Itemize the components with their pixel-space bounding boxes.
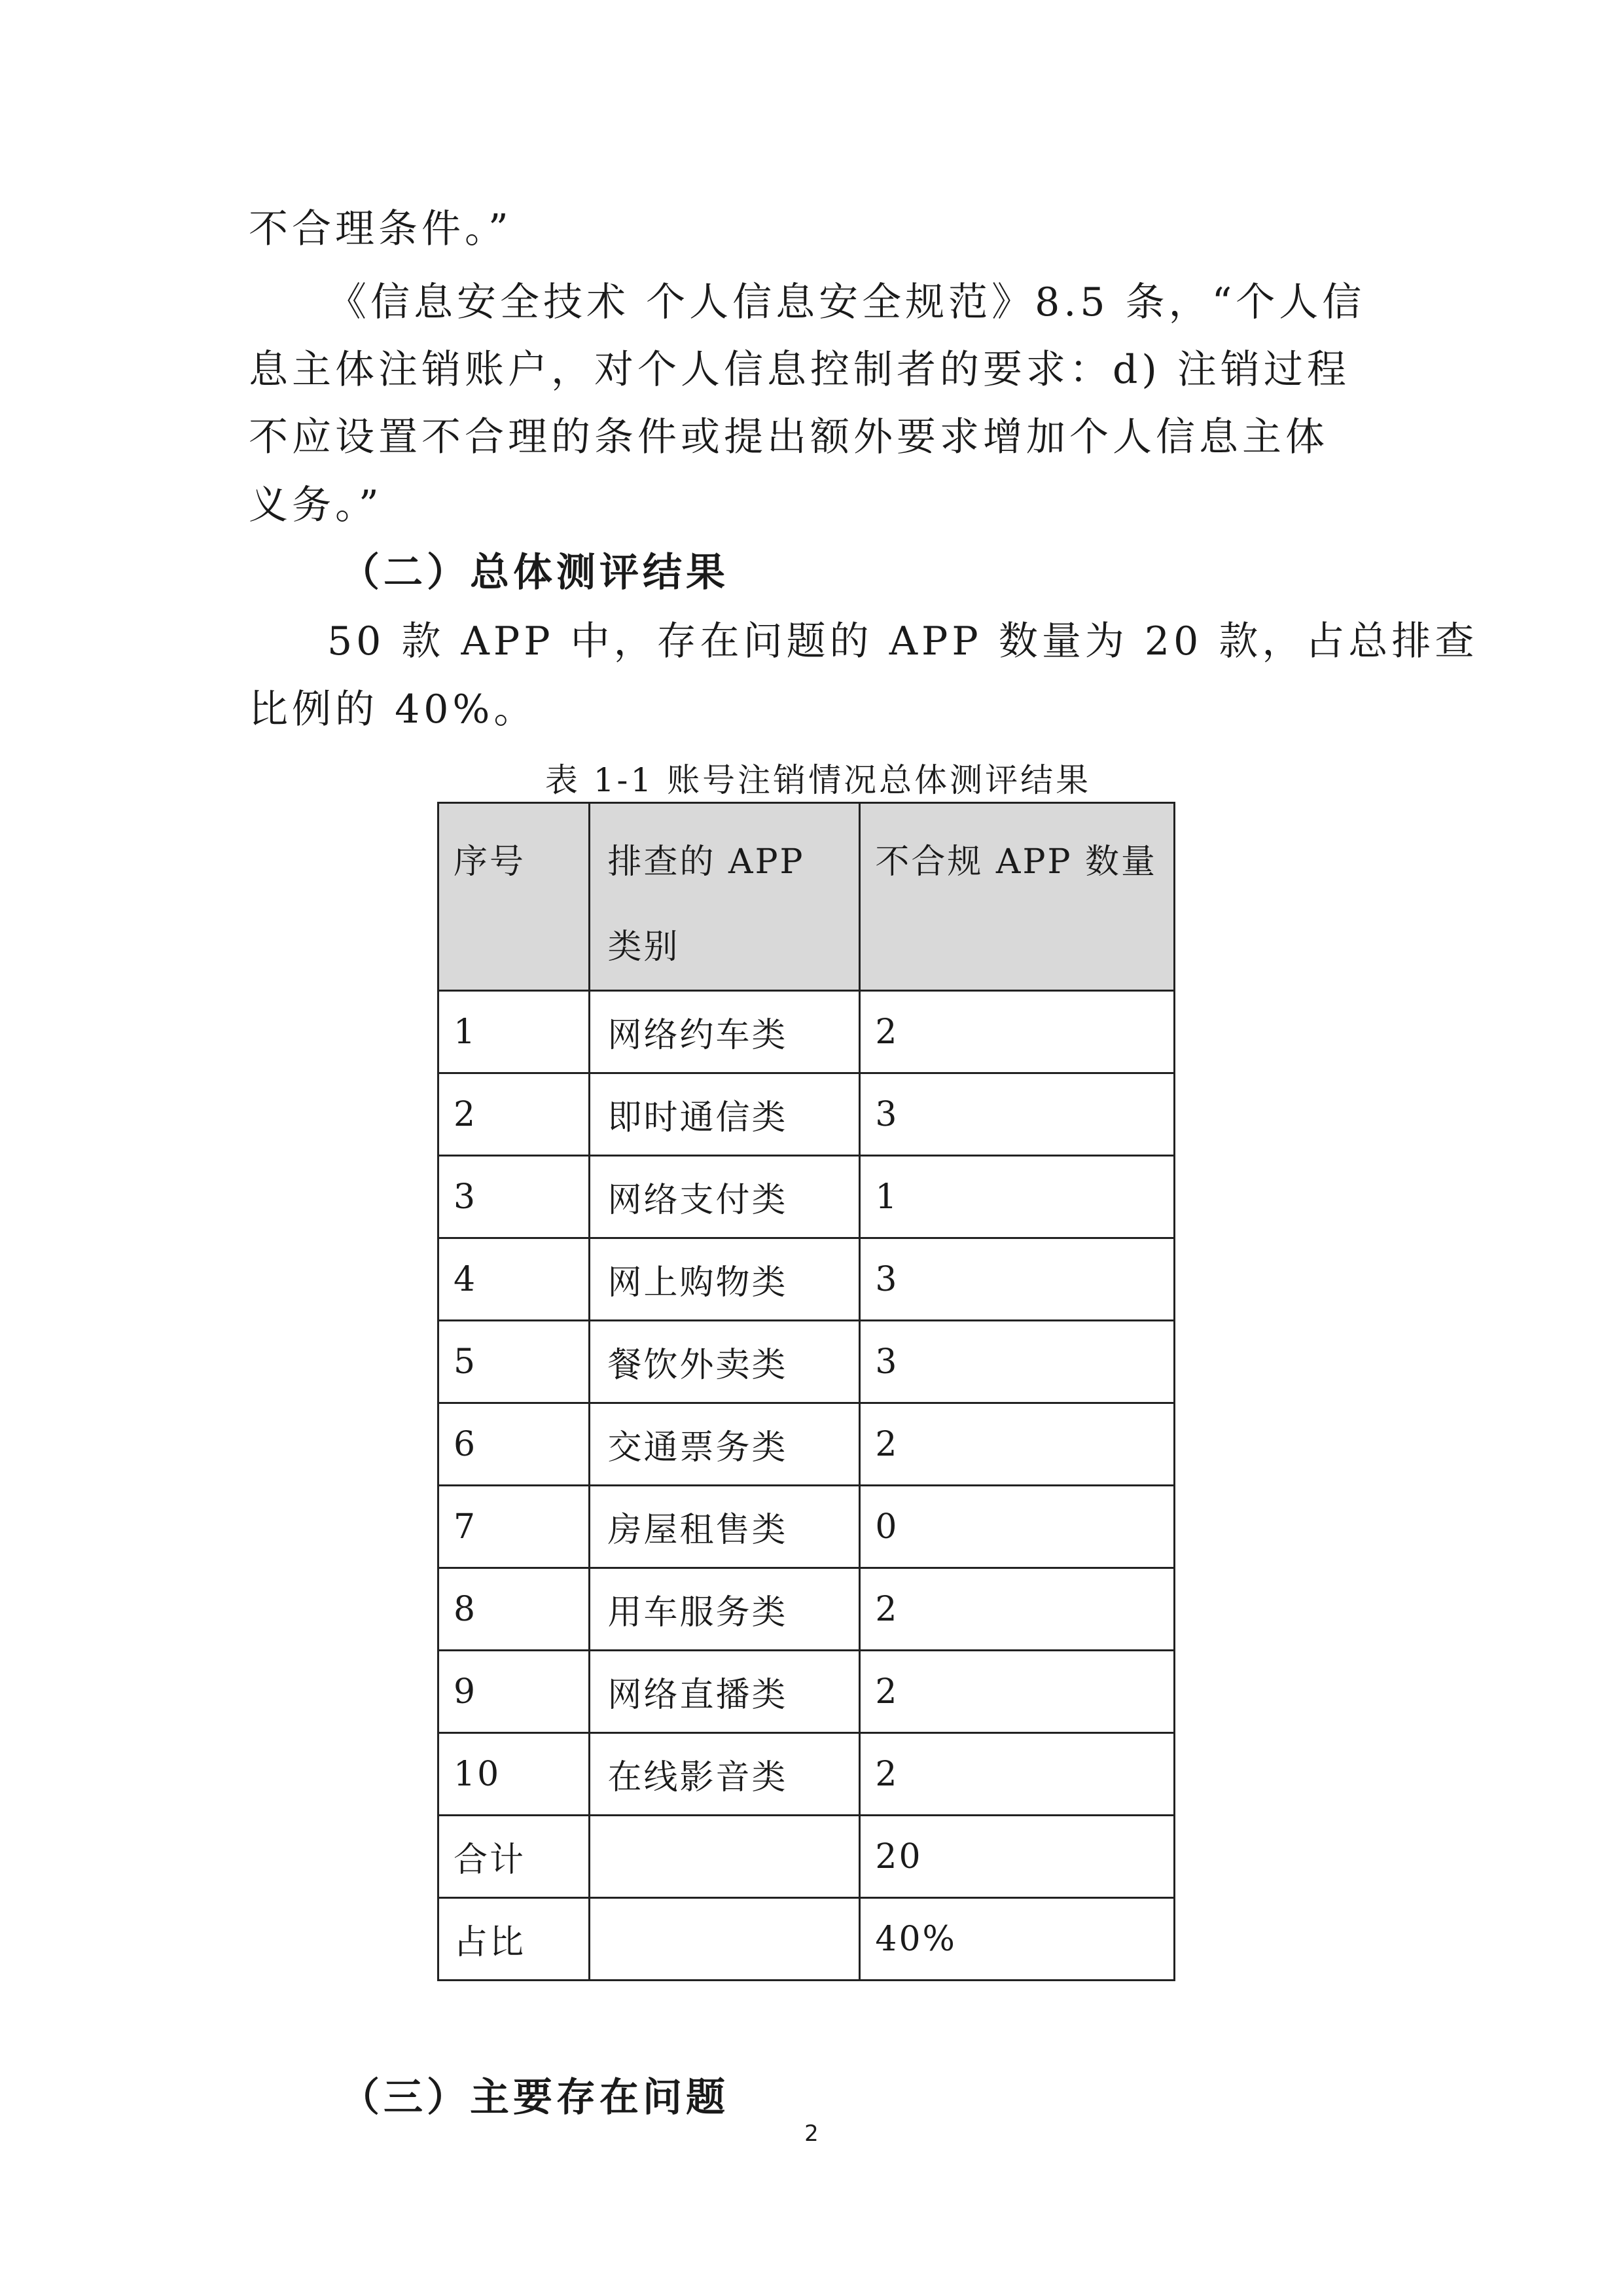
cell-category [590,1898,860,1981]
page-number: 2 [804,2121,819,2147]
cell-index: 10 [438,1733,590,1816]
cell-category: 餐饮外卖类 [590,1321,860,1403]
cell-index: 3 [438,1156,590,1238]
results-table [437,802,1175,1981]
table-row [438,1156,1175,1238]
cell-count: 3 [860,1073,1175,1156]
cell-index: 合计 [438,1816,590,1898]
cell-category: 网络支付类 [590,1156,860,1238]
cell-category: 房屋租售类 [590,1486,860,1568]
cell-count: 2 [860,1403,1175,1486]
table-row [438,1651,1175,1733]
paragraph-line: 不应设置不合理的条件或提出额外要求增加个人信息主体 [249,414,1329,460]
cell-count: 3 [860,1321,1175,1403]
header-cell-index: 序号 [438,803,590,991]
paragraph-line: 《信息安全技术 个人信息安全规范》8.5 条，“个人信 [327,279,1366,325]
paragraph-line: 不合理条件。” [249,206,512,252]
cell-index: 8 [438,1568,590,1651]
cell-count: 40% [860,1898,1175,1981]
paragraph-line: 50 款 APP 中，存在问题的 APP 数量为 20 款，占总排查 [327,619,1478,664]
table-row [438,1073,1175,1156]
header-cell-category: 排查的 APP 类别 [590,803,860,991]
cell-count: 20 [860,1816,1175,1898]
table-row [438,1238,1175,1321]
cell-index: 9 [438,1651,590,1733]
cell-category: 网络约车类 [590,991,860,1073]
cell-index: 1 [438,991,590,1073]
paragraph-line: 义务。” [249,482,383,528]
section-heading: （三）主要存在问题 [340,2075,729,2121]
cell-category [590,1816,860,1898]
cell-index: 7 [438,1486,590,1568]
cell-count: 1 [860,1156,1175,1238]
cell-count: 3 [860,1238,1175,1321]
cell-count: 0 [860,1486,1175,1568]
table-row [438,1816,1175,1898]
cell-category: 网上购物类 [590,1238,860,1321]
table-body [438,803,1175,1981]
table-row [438,1321,1175,1403]
header-cell-count: 不合规 APP 数量 [860,803,1175,991]
table-row [438,1898,1175,1981]
paragraph-line: 比例的 40%。 [249,687,537,732]
table-row [438,1486,1175,1568]
cell-category: 网络直播类 [590,1651,860,1733]
cell-category: 用车服务类 [590,1568,860,1651]
table-row [438,1733,1175,1816]
table-row [438,1568,1175,1651]
cell-count: 2 [860,1568,1175,1651]
table-row [438,1403,1175,1486]
cell-index: 6 [438,1403,590,1486]
section-heading: （二）总体测评结果 [340,550,729,596]
table-caption: 表 1-1 账号注销情况总体测评结果 [544,761,1092,799]
cell-index: 5 [438,1321,590,1403]
cell-count: 2 [860,1733,1175,1816]
cell-count: 2 [860,991,1175,1073]
table-header-row [438,803,1175,991]
cell-count: 2 [860,1651,1175,1733]
cell-index: 2 [438,1073,590,1156]
paragraph-line: 息主体注销账户，对个人信息控制者的要求：d) 注销过程 [249,347,1350,393]
cell-index: 占比 [438,1898,590,1981]
cell-category: 在线影音类 [590,1733,860,1816]
table-row [438,991,1175,1073]
cell-category: 交通票务类 [590,1403,860,1486]
cell-category: 即时通信类 [590,1073,860,1156]
cell-index: 4 [438,1238,590,1321]
